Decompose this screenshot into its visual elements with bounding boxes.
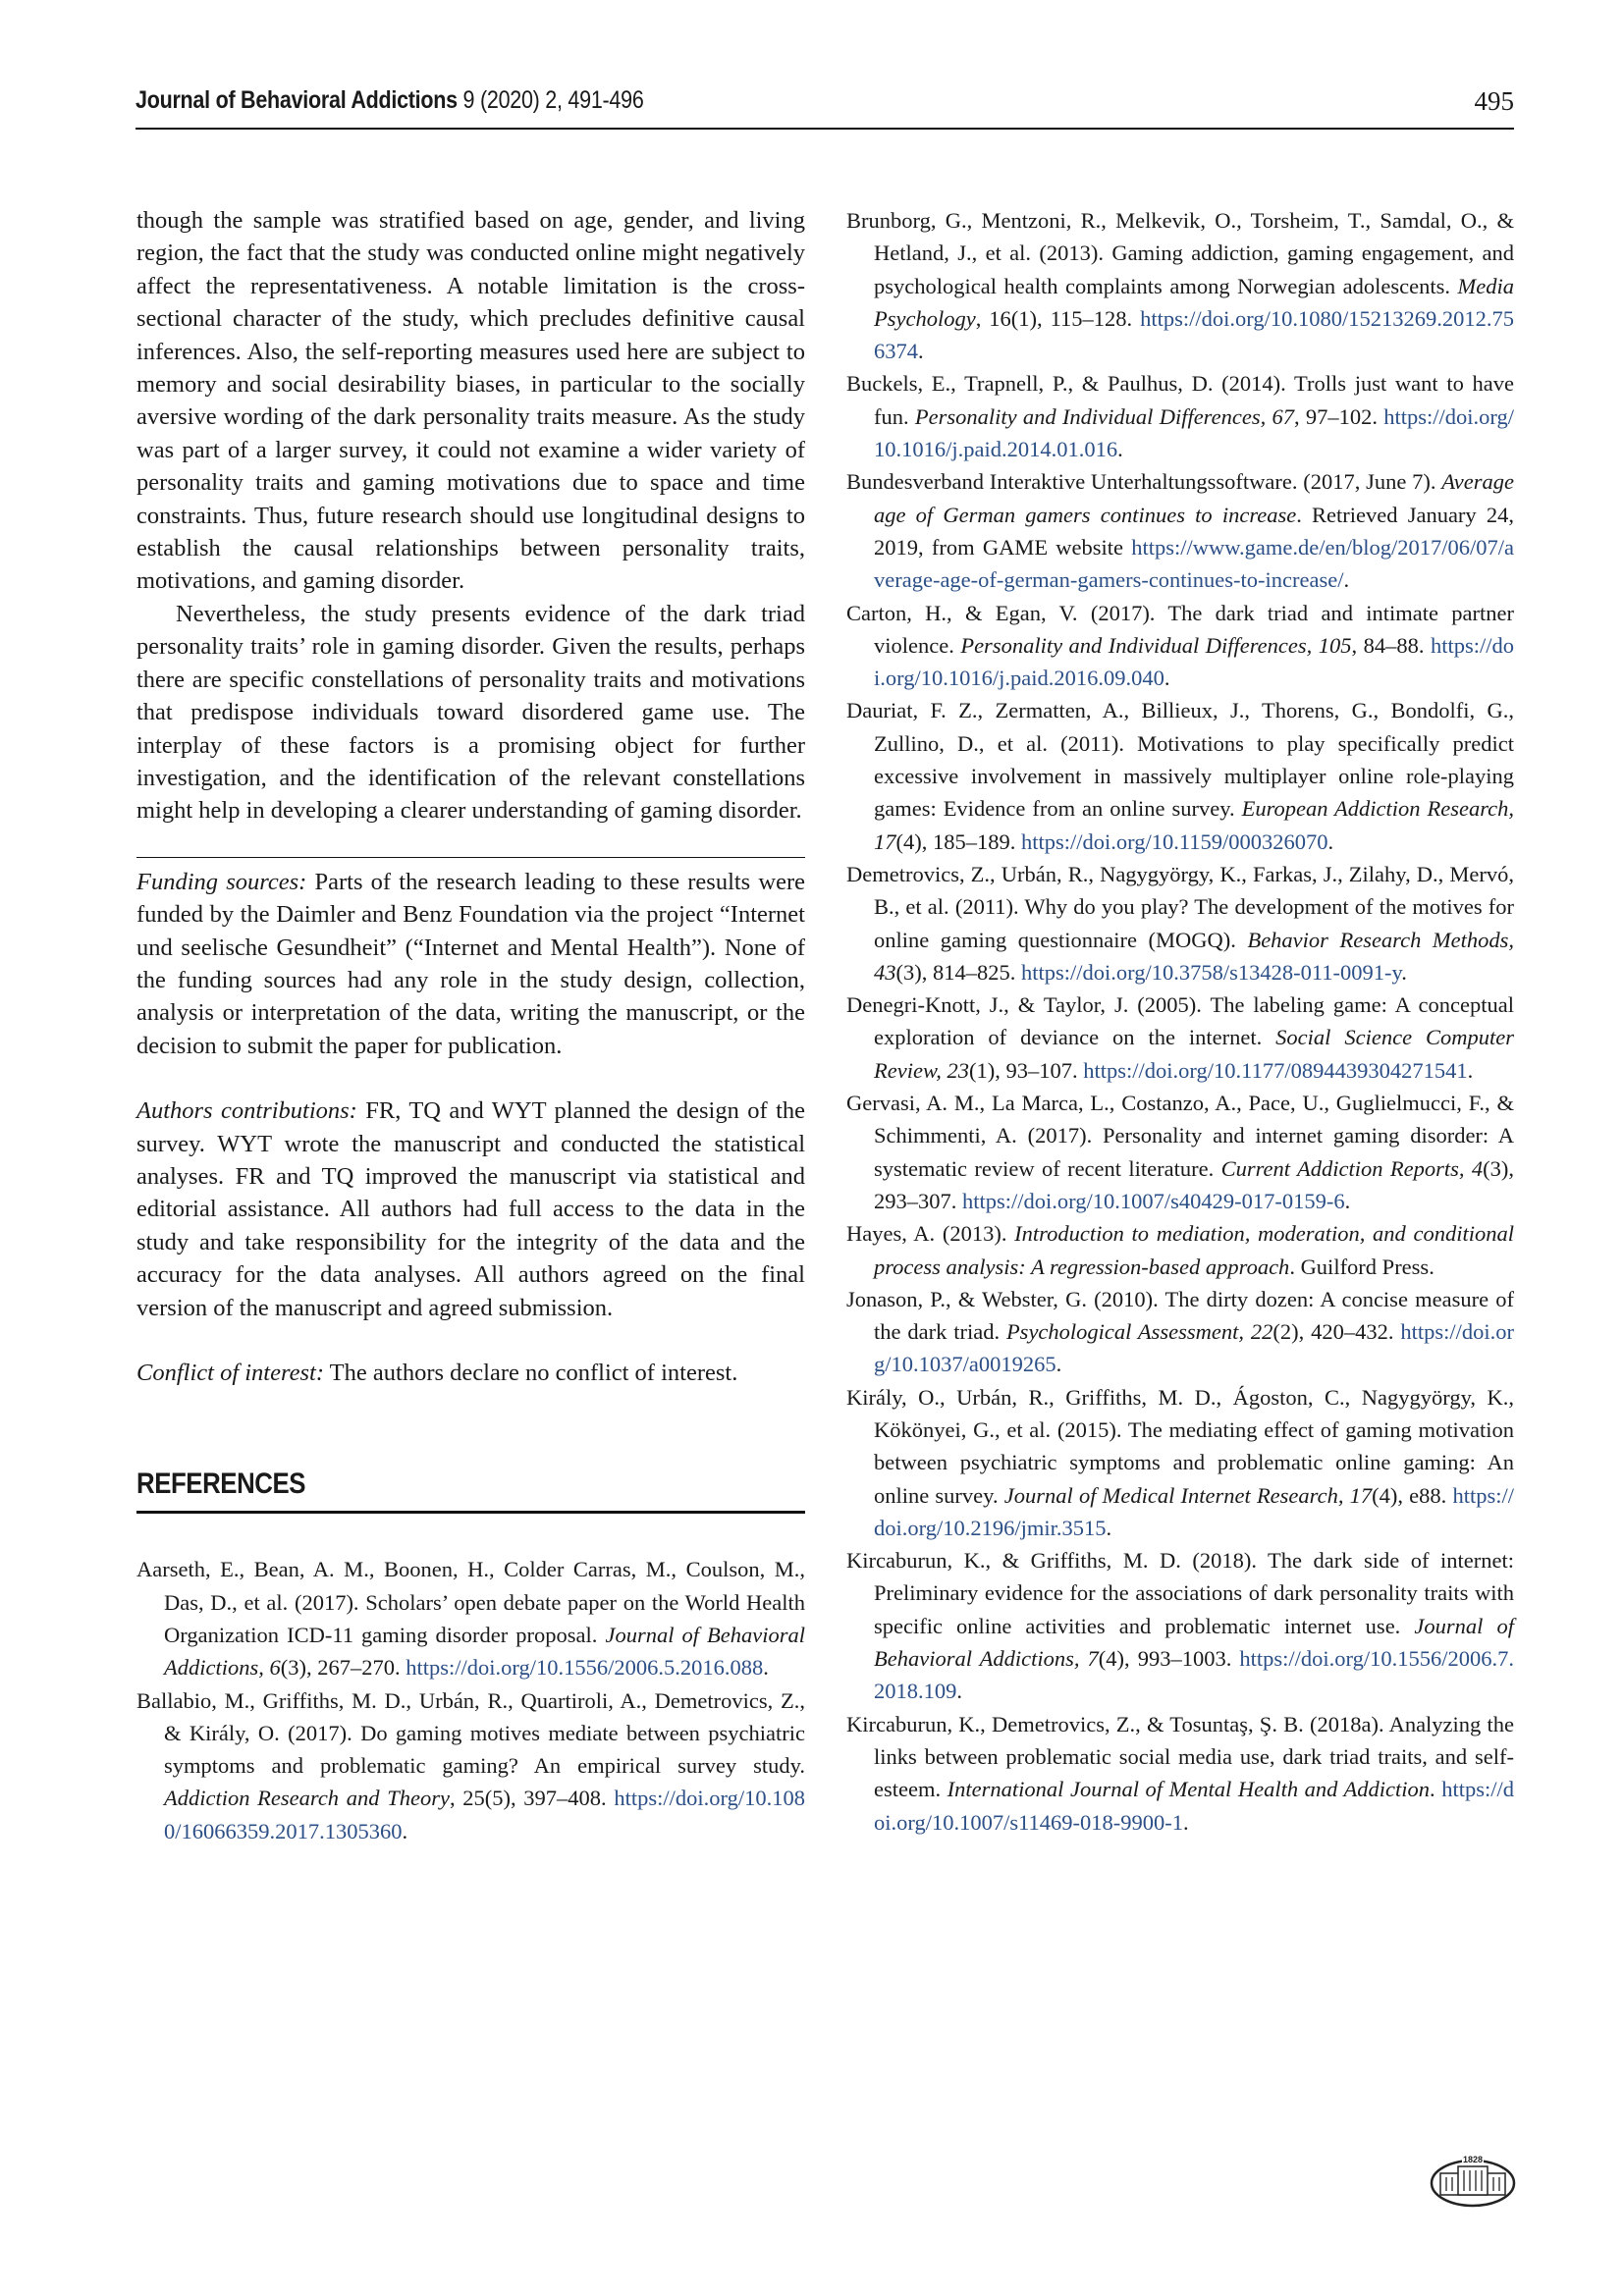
running-header xyxy=(135,86,1514,130)
right-column xyxy=(846,204,1514,1839)
reference-text: Denegri-Knott, J., & Taylor, J. (2005). The labeling game: A conceptual exploration of deviance on the internet. xyxy=(846,992,1514,1050)
reference-text: Carton, H., & Egan, V. (2017). The dark triad and intimate partner violence. xyxy=(846,600,1514,658)
doi-link[interactable]: https://doi.org/10.2196/jmir.3515 xyxy=(874,1482,1514,1540)
reference-details: (3), 293–307. xyxy=(874,1155,1514,1213)
reference-details: (1), 93–107. xyxy=(969,1057,1084,1083)
reference-details: . Retrieved January 24, 2019, from GAME website xyxy=(874,502,1514,560)
funding-note xyxy=(136,866,805,1062)
academy-building-icon xyxy=(1429,2152,1517,2209)
reference-entry xyxy=(846,1381,1514,1544)
doi-link[interactable]: https://doi.org/10.1080/15213269.2012.756374 xyxy=(874,305,1514,364)
reference-entry xyxy=(846,465,1514,596)
reference-list-right xyxy=(846,204,1514,1839)
conflict-label: Conflict of interest: xyxy=(136,1360,324,1386)
reference-text: Gervasi, A. M., La Marca, L., Costanzo, A., Pace, U., Guglielmucci, F., & Schimmenti, A. (2017). Personality and internet gaming disorder: A systematic review of recent literature. xyxy=(846,1091,1514,1181)
doi-link[interactable]: https://doi.org/10.3758/s13428-011-0091-y xyxy=(1021,959,1402,985)
reference-details: , 25(5), 397–408. xyxy=(449,1786,615,1811)
reference-terminator: . xyxy=(956,1679,962,1704)
funding-label: Funding sources: xyxy=(136,868,307,895)
reference-text: Ballabio, M., Griffiths, M. D., Urbán, R., Quartiroli, A., Demetrovics, Z., & Király, O. (2017). Do gaming motives mediate between psychiatric symptoms and problematic gaming? An empirical survey study. xyxy=(136,1687,805,1779)
reference-terminator: . xyxy=(763,1655,769,1681)
reference-terminator: . xyxy=(1401,959,1407,985)
reference-source: Addiction Research and Theory xyxy=(164,1786,450,1811)
reference-text: Bundesverband Interaktive Unterhaltungssoftware. (2017, June 7). xyxy=(846,469,1442,495)
page-number: 495 xyxy=(1474,86,1514,116)
reference-source: European Addiction Research, 17 xyxy=(874,796,1514,854)
reference-source: Personality and Individual Differences, 105 xyxy=(960,632,1352,658)
reference-source: Average age of German gamers continues to increase xyxy=(874,469,1514,527)
reference-text: Demetrovics, Z., Urbán, R., Nagygyörgy, K., Farkas, J., Zilahy, D., Mervó, B., et al. (2011). Why do you play? The development of the motives for online gaming questionnaire (MOGQ). xyxy=(846,861,1514,952)
reference-source: Journal of Behavioral Addictions, 7 xyxy=(874,1613,1515,1672)
notes-divider xyxy=(136,857,805,858)
reference-entry xyxy=(846,367,1514,465)
reference-source: Introduction to mediation, moderation, and conditional process analysis: A regression-based approach xyxy=(874,1221,1514,1279)
reference-terminator: . xyxy=(1344,1188,1351,1213)
left-column xyxy=(136,204,805,1847)
reference-details: (3), 267–270. xyxy=(280,1655,406,1681)
reference-terminator: . xyxy=(1429,1254,1435,1279)
reference-entry xyxy=(846,204,1514,367)
doi-link[interactable]: https://www.game.de/en/blog/2017/06/07/average-age-of-german-gamers-continues-to-increase/ xyxy=(874,534,1514,593)
reference-terminator: . xyxy=(1117,437,1123,462)
references-heading: REFERENCES xyxy=(136,1468,306,1501)
reference-details: (3), 814–825. xyxy=(895,959,1021,985)
reference-entry xyxy=(846,988,1514,1087)
reference-text: Király, O., Urbán, R., Griffiths, M. D., Ágoston, C., Nagygyörgy, K., Kökönyei, G., et al. (2015). The mediating effect of gaming motivation between psychiatric symptoms and problematic online gaming: An online survey. xyxy=(846,1384,1514,1508)
reference-text: Jonason, P., & Webster, G. (2010). The dirty dozen: A concise measure of the dark triad. xyxy=(846,1286,1514,1345)
reference-terminator: . xyxy=(918,339,924,364)
reference-text: Aarseth, E., Bean, A. M., Boonen, H., Colder Carras, M., Coulson, M., Das, D., et al. (2017). Scholars’ open debate paper on the World Health Organization ICD-11 gaming disorder proposal. xyxy=(136,1557,805,1647)
reference-terminator: . xyxy=(1467,1057,1474,1083)
reference-entry xyxy=(136,1553,805,1683)
body-paragraph: Nevertheless, the study presents evidence of the dark triad personality traits’ role in gaming disorder. Given the results, perhaps there are specific constellations of personality traits and motivations that predispose individuals toward disordered game use. The interplay of these factors is a promising object for further investigation, and the identification of the relevant constellations might help in developing a clearer understanding of gaming disorder. xyxy=(136,600,805,825)
reference-source: International Journal of Mental Health and Addiction xyxy=(947,1777,1431,1802)
conflict-note xyxy=(136,1357,805,1389)
reference-entry xyxy=(846,858,1514,988)
reference-entry xyxy=(846,1283,1514,1381)
reference-terminator: . xyxy=(1183,1809,1189,1835)
reference-details: (2), 420–432. xyxy=(1272,1319,1401,1345)
reference-details: , 97–102. xyxy=(1293,403,1384,429)
reference-source: Journal of Medical Internet Research, 17 xyxy=(1003,1482,1373,1508)
reference-terminator: . xyxy=(1056,1352,1062,1377)
contributions-label: Authors contributions: xyxy=(136,1097,357,1125)
reference-source: Personality and Individual Differences, 67 xyxy=(914,403,1294,429)
reference-entry xyxy=(846,1708,1514,1839)
reference-entry xyxy=(846,597,1514,695)
doi-link[interactable]: https://doi.org/10.1177/0894439304271541 xyxy=(1083,1057,1468,1083)
reference-terminator: . xyxy=(1327,828,1334,854)
doi-link[interactable]: https://doi.org/10.1016/j.paid.2014.01.016 xyxy=(874,403,1515,462)
reference-source: Current Addiction Reports, 4 xyxy=(1220,1155,1484,1181)
reference-terminator: . xyxy=(402,1818,408,1843)
reference-entry xyxy=(136,1684,805,1847)
contributions-note xyxy=(136,1095,805,1324)
conflict-text: The authors declare no conflict of interest. xyxy=(324,1360,738,1386)
reference-entry xyxy=(846,1544,1514,1707)
reference-source: Behavior Research Methods, 43 xyxy=(874,927,1514,985)
reference-terminator: . xyxy=(1106,1515,1112,1540)
reference-details: , 84–88. xyxy=(1351,632,1431,658)
reference-source: Social Science Computer Review, 23 xyxy=(874,1025,1514,1083)
doi-link[interactable]: https://doi.org/10.1007/s11469-018-9900-1 xyxy=(874,1777,1514,1835)
funding-text: Parts of the research leading to these results were funded by the Daimler and Benz Foundation via the project “Internet und seelische Gesundheit” (“Internet and Mental Health”). None of the funding sources had any role in the study design, collection, analysis or interpretation of the data, writing the manuscript, or the decision to submit the paper for publication. xyxy=(136,868,805,1059)
reference-details: , 16(1), 115–128. xyxy=(975,305,1141,331)
reference-terminator: . xyxy=(1164,666,1170,691)
reference-details: (4), 185–189. xyxy=(895,828,1021,854)
volume-info: 9 (2020) 2, 491-496 xyxy=(462,86,644,114)
journal-citation xyxy=(135,86,644,115)
doi-link[interactable]: https://doi.org/10.1159/000326070 xyxy=(1021,828,1328,854)
reference-details: (4), e88. xyxy=(1372,1482,1453,1508)
reference-text: Kircaburun, K., Demetrovics, Z., & Tosuntaş, Ş. B. (2018a). Analyzing the links between problematic social media use, dark triad traits, and self-esteem. xyxy=(846,1711,1514,1802)
doi-link[interactable]: https://doi.org/10.1080/16066359.2017.1305360 xyxy=(164,1786,805,1843)
reference-source: Media Psychology xyxy=(874,273,1514,331)
contributions-text: FR, TQ and WYT planned the design of the survey. WYT wrote the manuscript and conducted the statistical analyses. FR and TQ improved the manuscript via statistical and editorial assistance. All authors had full access to the data in the study and take responsibility for the integrity of the data and the accuracy for the data analyses. All authors agreed on the final version of the manuscript and agreed submission. xyxy=(136,1097,805,1321)
reference-source: Psychological Assessment, 22 xyxy=(1005,1319,1273,1345)
reference-details: . xyxy=(1430,1777,1442,1802)
reference-entry xyxy=(846,1087,1514,1217)
reference-list-left xyxy=(136,1553,805,1847)
reference-details: (4), 993–1003. xyxy=(1098,1646,1240,1672)
reference-details: . Guilford Press xyxy=(1289,1254,1430,1279)
reference-terminator: . xyxy=(1343,567,1350,593)
journal-name: Journal of Behavioral Addictions xyxy=(135,86,458,114)
reference-text: Dauriat, F. Z., Zermatten, A., Billieux, J., Thorens, G., Bondolfi, G., Zullino, D., et al. (2011). Motivations to play specifically predict excessive involvement in massively multiplayer online role-playing games: Evidence from an online survey. xyxy=(846,698,1514,822)
doi-link[interactable]: https://doi.org/10.1556/2006.7.2018.109 xyxy=(874,1646,1514,1704)
doi-link[interactable]: https://doi.org/10.1556/2006.5.2016.088 xyxy=(406,1655,764,1681)
reference-entry xyxy=(846,694,1514,857)
body-paragraph: though the sample was stratified based on age, gender, and living region, the fact that the study was conducted online might negatively affect the representativeness. A notable limitation is the cross-sectional character of the study, which precludes definitive causal inferences. Also, the self-reporting measures used here are subject to memory and social desirability biases, in particular to the socially aversive wording of the dark personality traits measure. As the study was part of a larger survey, it could not examine a wider variety of personality traits and gaming motivations due to space and time constraints. Thus, future research should use longitudinal designs to establish the causal relationships between personality traits, motivations, and gaming disorder. xyxy=(136,207,805,595)
doi-link[interactable]: https://doi.org/10.1016/j.paid.2016.09.040 xyxy=(874,632,1515,691)
reference-entry xyxy=(846,1217,1514,1283)
reference-text: Buckels, E., Trapnell, P., & Paulhus, D. (2014). Trolls just want to have fun. xyxy=(846,371,1514,429)
reference-text: Hayes, A. (2013). xyxy=(846,1221,1015,1247)
logo-year: 1828 xyxy=(1462,2155,1484,2164)
reference-source: Journal of Behavioral Addictions, 6 xyxy=(164,1623,805,1681)
references-divider xyxy=(136,1511,805,1514)
reference-text: Brunborg, G., Mentzoni, R., Melkevik, O., Torsheim, T., Samdal, O., & Hetland, J., et al. (2013). Gaming addiction, gaming engagement, and psychological health complaints among Norwegian adolescents. xyxy=(846,208,1514,298)
doi-link[interactable]: https://doi.org/10.1037/a0019265 xyxy=(874,1319,1514,1377)
reference-text: Kircaburun, K., & Griffiths, M. D. (2018). The dark side of internet: Preliminary evidence for the associations of dark personality traits with specific online activities and problematic internet use. xyxy=(846,1548,1514,1638)
doi-link[interactable]: https://doi.org/10.1007/s40429-017-0159-6 xyxy=(962,1188,1345,1213)
